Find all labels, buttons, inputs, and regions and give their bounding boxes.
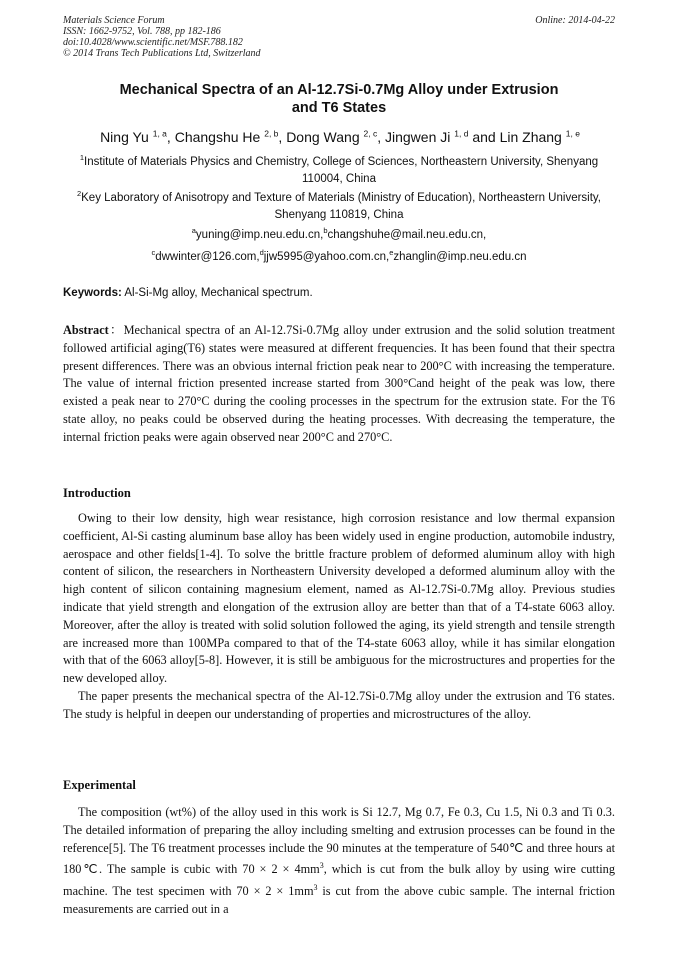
title-line-1: Mechanical Spectra of an Al-12.7Si-0.7Mg Alloy under Extrusion (119, 82, 559, 98)
issn-line: ISSN: 1662-9752, Vol. 788, pp 182-186 (63, 26, 221, 37)
author-name: Dong Wang (286, 129, 360, 145)
author-separator: , (166, 129, 175, 145)
author-marker: 1, e (565, 128, 580, 139)
affiliation-text: Key Laboratory of Anisotropy and Texture of Materials (Ministry of Education), Northeastern University, Shenyang 110819, China (81, 192, 602, 221)
intro-paragraph-2: The paper presents the mechanical spectra of the Al-12.7Si-0.7Mg alloy under the extrusion and T6 states. The study is helpful in deepen our understanding of properties and microstructures of the alloy. (63, 688, 615, 721)
author-separator: , (377, 129, 385, 145)
exp-text-part-3: is cut from the above cubic sample. The internal friction measurements are carried out in a (63, 884, 616, 917)
journal-header (63, 15, 261, 59)
affiliation-1 (64, 154, 614, 188)
affiliation-marker: 1 (79, 153, 85, 163)
email-c[interactable]: dwwinter@126.com, (155, 251, 260, 263)
author-marker: 1, a (152, 128, 167, 139)
intro-paragraph-1: Owing to their low density, high wear resistance, high corrosion resistance and low thermal expansion coefficient, Al-Si casting aluminum base alloy has been widely used in engine production, automobile industry, aerospace and other fields[1-4]. To solve the brittle fracture problem of deformed aluminum alloy with high content of silicon, the researchers in Northeastern University developed a deformed aluminum alloy with the high content of silicon containing magnesium element, named as Al-12.7Si-0.7Mg alloy. Previous studies indicate that yield strength and elongation of the extrusion alloy are better than that of a T4-state 6063 alloy. Moreover, after the alloy is treated with solid solution followed the aging, its yield strength and tensile strength are increased more than 100MPa compared to that of the T4-state 6063 alloy, while it has similar elongation with that of the 6063 alloy[5-8]. However, it is still be ambiguous for the microstructures and properties for the new developed alloy. (63, 511, 615, 686)
author-name: Lin Zhang (499, 129, 562, 145)
email-line-2: $^c$dwwinter@126.com,$^d$jjw5995@yahoo.com.cn,$^e$zhanglin@imp.neu.edu.cn (151, 248, 527, 263)
section-heading-introduction: Introduction (63, 486, 131, 500)
abstract (63, 322, 615, 447)
keywords-label: Keywords: (63, 287, 122, 299)
email-e[interactable]: zhanglin@imp.neu.edu.cn (393, 251, 527, 263)
author-name: Ning Yu (100, 129, 149, 145)
abstract-text: ：Mechanical spectra of an Al-12.7Si-0.7Mg alloy under extrusion and the solid solution treatment followed artificial aging(T6) states were measured at different frequencies. It has been found that their spectra present differences. There was an obvious internal friction peak near to 200°C with increasing the temperature. The value of internal friction presented increase started from 300°Cand height of the peak was low, there existed a peak near to 270°C during the cooling processes in the spectrum for the extrusion state. For the T6 state alloy, no peaks could be observed during the heating processes. With decreasing the temperature, the internal friction peaks were again observed near 200°C and 270°C. (63, 323, 615, 444)
author-marker: 2, b (264, 128, 279, 139)
author-separator: , (278, 129, 287, 145)
email-b[interactable]: changshuhe@mail.neu.edu.cn, (327, 229, 487, 241)
exp-superscript: 3 (313, 883, 318, 893)
author-name: Changshu He (174, 129, 261, 145)
exp-text-part-2: , which is cut from the bulk alloy by using wire cutting machine. The test specimen with 70 × 2 × 1mm (63, 862, 615, 899)
exp-superscript: 3 (319, 861, 324, 871)
author-conjunction: and (468, 129, 500, 145)
email-d[interactable]: jjw5995@yahoo.com.cn, (263, 251, 390, 263)
affiliation-2 (64, 190, 614, 224)
online-date: Online: 2014-04-22 (535, 15, 615, 26)
email-line-1: $^a$yuning@imp.neu.edu.cn,$^b$changshuhe@mail.neu.edu.cn, (191, 226, 487, 241)
affiliation-marker: 2 (76, 189, 82, 199)
section-heading-experimental: Experimental (63, 778, 136, 792)
author-list (40, 128, 640, 146)
author-marker: 1, d (454, 128, 469, 139)
introduction-body (63, 510, 615, 724)
abstract-label: Abstract (63, 323, 109, 337)
title-line-2: and T6 States (291, 100, 387, 116)
exp-text-part-1: The composition (wt%) of the alloy used in this work is Si 12.7, Mg 0.7, Fe 0.3, Cu 1.5, Ni 0.3 and Ti 0.3. The detailed information of preparing the alloy including smelting and extrusion processes can be found in the reference[5]. The T6 treatment processes include the 90 minutes at the temperature of 540℃ and three hours at 180℃. The sample is cubic with 70 × 2 × 4mm (63, 805, 615, 877)
author-name: Jingwen Ji (384, 129, 451, 145)
journal-name: Materials Science Forum (63, 15, 165, 26)
keywords-text: Al-Si-Mg alloy, Mechanical spectrum. (121, 287, 313, 299)
paper-title (64, 81, 614, 117)
email-a[interactable]: yuning@imp.neu.edu.cn, (195, 229, 324, 241)
author-marker: 2, c (363, 128, 378, 139)
experimental-body (63, 804, 615, 919)
affiliation-text: Institute of Materials Physics and Chemistry, College of Sciences, Northeastern University, Shenyang 110004, China (84, 156, 599, 185)
experimental-paragraph-1 (63, 804, 615, 919)
copyright-line: © 2014 Trans Tech Publications Ltd, Switzerland (63, 48, 261, 59)
doi-line[interactable]: doi:10.4028/www.scientific.net/MSF.788.182 (63, 37, 243, 48)
keywords (63, 285, 615, 302)
